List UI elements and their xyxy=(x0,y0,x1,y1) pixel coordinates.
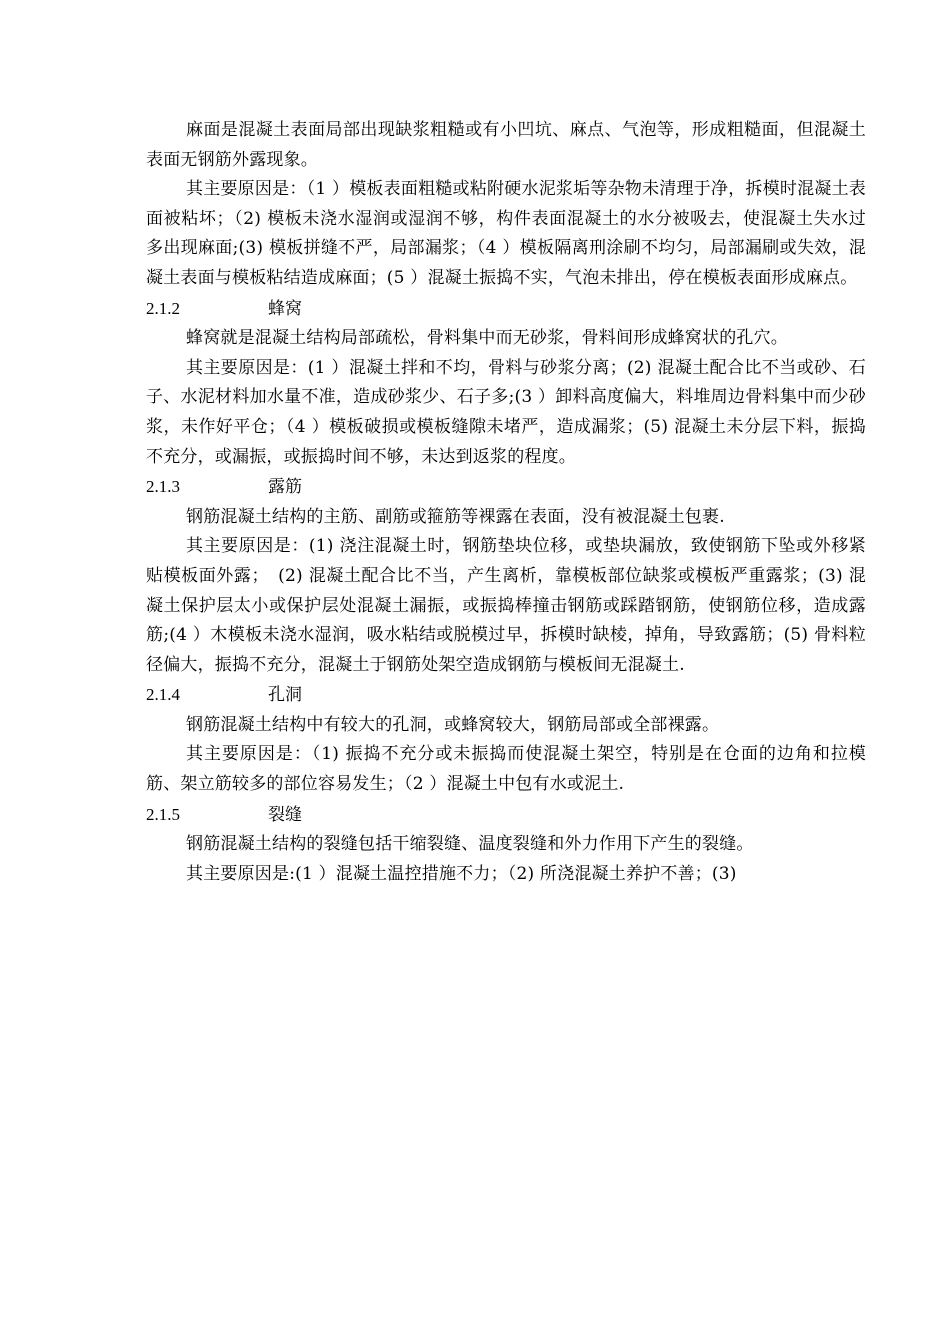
paragraph-lujin-definition: 钢筋混凝土结构的主筋、副筋或箍筋等裸露在表面，没有被混凝土包裹. xyxy=(186,506,725,527)
section-heading-2-1-2 xyxy=(146,294,866,325)
section-heading-2-1-5 xyxy=(146,800,866,831)
section-title: 孔洞 xyxy=(268,685,302,706)
paragraph-liefeng-definition: 钢筋混凝土结构的裂缝包括干缩裂缝、温度裂缝和外力作用下产生的裂缝。 xyxy=(186,834,754,855)
paragraph-lujin-causes: 其主要原因是：(1) 浇注混凝土时，钢筋垫块位移，或垫块漏放，致使钢筋下坠或外移紧贴模板面外露； (2) 混凝土配合比不当，产生离析，靠模板部位缺浆或模板严重露浆；(3) 混凝土保护层太小或保护层处混凝土漏振，或振捣棒撞击钢筋或踩踏钢筋，使钢筋位移，造成露筋;(4 ）木模板未浇水湿润，吸水粘结或脱模过早，拆模时缺棱，掉角，导致露筋；(5) 骨料粒径偏大，振捣不充分，混凝土于钢筋处架空造成钢筋与模板间无混凝土. xyxy=(146,536,866,675)
paragraph-kongdong-definition: 钢筋混凝土结构中有较大的孔洞，或蜂窝较大，钢筋局部或全部裸露。 xyxy=(186,714,720,735)
paragraph-fengwo-definition: 蜂窝就是混凝土结构局部疏松，骨料集中而无砂浆，骨料间形成蜂窝状的孔穴。 xyxy=(186,328,788,349)
section-heading-2-1-4 xyxy=(146,680,866,711)
section-number: 2.1.2 xyxy=(146,298,180,318)
section-number: 2.1.3 xyxy=(146,477,180,497)
section-title: 蜂窝 xyxy=(268,298,302,319)
paragraph-mamian-definition: 麻面是混凝土表面局部出现缺浆粗糙或有小凹坑、麻点、气泡等，形成粗糙面，但混凝土表面无钢筋外露现象。 xyxy=(146,120,866,170)
section-number: 2.1.4 xyxy=(146,685,180,705)
paragraph-mamian-causes: 其主要原因是：（1 ）模板表面粗糙或粘附硬水泥浆垢等杂物未清理于净，拆模时混凝土表面被粘坏；（2) 模板未浇水湿润或湿润不够，构件表面混凝土的水分被吸去，使混凝土失水过多出现麻面;(3) 模板拼缝不严，局部漏浆；（4 ）模板隔离刑涂刷不均匀，局部漏刷或失效，混凝土表面与模板粘结造成麻面；(5 ）混凝土振捣不实，气泡未排出，停在模板表面形成麻点。 xyxy=(146,179,866,288)
paragraph-liefeng-causes: 其主要原因是:(1 ）混凝土温控措施不力；（2) 所浇混凝土养护不善；(3) xyxy=(186,863,737,884)
section-title: 露筋 xyxy=(268,477,302,498)
section-number: 2.1.5 xyxy=(146,804,180,824)
section-title: 裂缝 xyxy=(268,804,302,825)
section-heading-2-1-3 xyxy=(146,472,866,503)
document-page xyxy=(146,116,866,889)
paragraph-fengwo-causes: 其主要原因是：(1 ）混凝土拌和不均，骨料与砂浆分离；(2) 混凝土配合比不当或砂、石子、水泥材料加水量不准，造成砂浆少、石子多;(3 ）卸料高度偏大，料堆周边骨料集中而少砂浆，未作好平仓；（4 ）模板破损或模板缝隙未堵严，造成漏浆；(5) 混凝土未分层下料，振捣不充分，或漏振，或振捣时间不够，未达到返浆的程度。 xyxy=(146,357,866,467)
paragraph-kongdong-causes: 其主要原因是：（1) 振捣不充分或未振捣而使混凝土架空，特别是在仓面的边角和拉模筋、架立筋较多的部位容易发生；（2 ）混凝土中包有水或泥土. xyxy=(146,744,866,795)
